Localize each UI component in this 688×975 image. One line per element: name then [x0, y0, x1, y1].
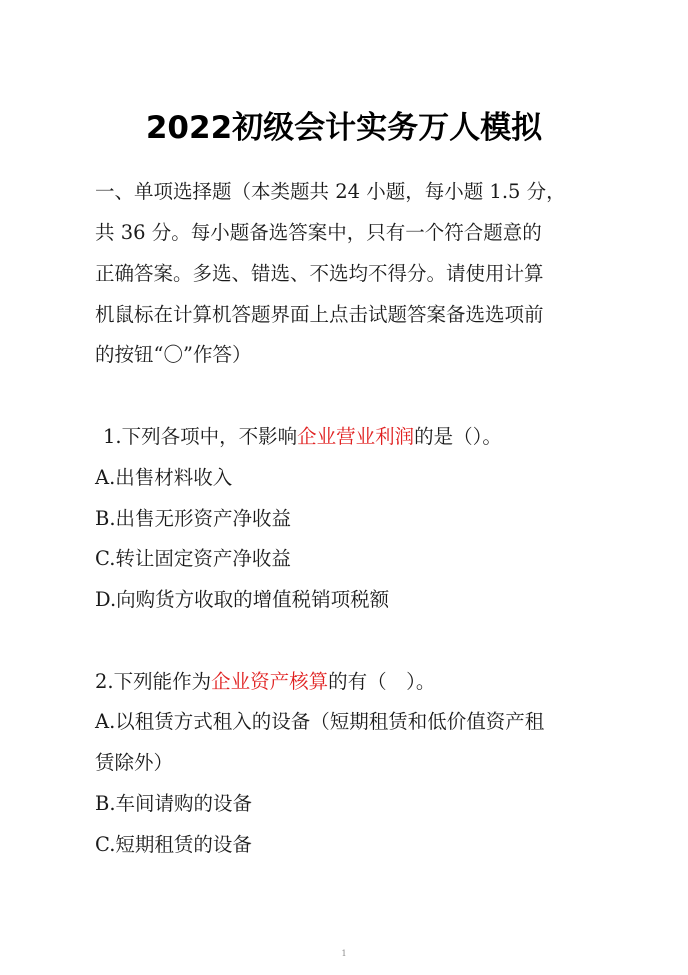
option-a: A.出售材料收入 [95, 466, 233, 489]
page-number: 1 [341, 949, 347, 958]
highlighted-term: 企业营业利润 [297, 425, 415, 448]
option-c: C.短期租赁的设备 [95, 833, 252, 856]
option-a-continued: 赁除外） [95, 751, 174, 774]
option-a: A.以租赁方式租入的设备（短期租赁和低价值资产租 [95, 710, 545, 733]
question-text: 的有（ ）。 [328, 670, 436, 693]
instruction-line: 的按钮“〇”作答） [95, 343, 252, 366]
question-text: 的是（）。 [414, 425, 502, 448]
option-b: B.出售无形资产净收益 [95, 507, 292, 530]
instruction-line: 一、单项选择题（本类题共 24 小题，每小题 1.5 分， [95, 180, 566, 203]
instruction-line: 机鼠标在计算机答题界面上点击试题答案备选选项前 [95, 303, 544, 326]
option-b: B.车间请购的设备 [95, 792, 253, 815]
document-title: 2022初级会计实务万人模拟 [145, 110, 543, 146]
instruction-line: 正确答案。多选、错选、不选均不得分。请使用计算 [95, 262, 544, 285]
highlighted-term: 企业资产核算 [211, 670, 329, 693]
option-d: D.向购货方收取的增值税销项税额 [95, 588, 390, 611]
option-c: C.转让固定资产净收益 [95, 547, 291, 570]
instruction-line: 共 36 分。每小题备选答案中，只有一个符合题意的 [95, 221, 542, 244]
question-1-stem [103, 425, 502, 449]
question-2-stem [95, 670, 435, 694]
question-text: 2.下列能作为 [95, 670, 212, 693]
question-text: 1.下列各项中，不影响 [103, 425, 298, 448]
